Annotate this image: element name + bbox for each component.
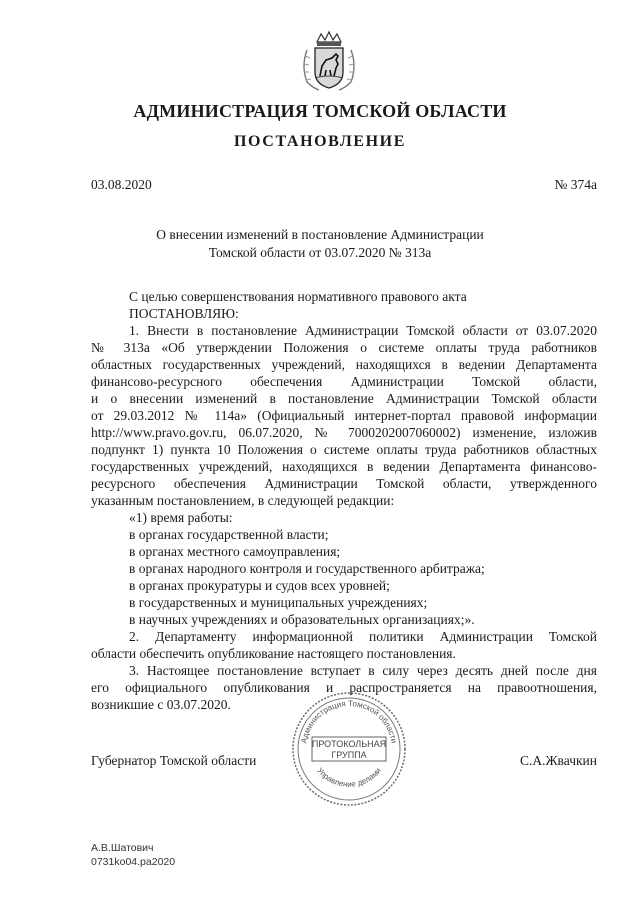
stamp-center-line: ПРОТОКОЛЬНАЯ	[311, 739, 387, 749]
official-stamp	[290, 690, 408, 808]
paragraph-1-line: областных государственных учреждений, находящихся в ведении Департамента	[91, 357, 597, 372]
paragraph-1-line: указанным постановлением, в следующей редакции:	[91, 493, 395, 508]
coat-of-arms-icon	[299, 30, 359, 94]
subject-line: О внесении изменений в постановление Администрации	[156, 227, 484, 242]
list-item: в органах местного самоуправления;	[129, 544, 341, 559]
subject-line: Томской области от 03.07.2020 № 313а	[208, 245, 432, 260]
document-date: 03.08.2020	[91, 177, 152, 192]
paragraph-3-line: 3. Настоящее постановление вступает в силу через десять дней после дня	[129, 663, 597, 678]
stamp-ring-text: Администрация Томской области	[299, 698, 399, 744]
paragraph-1-line: подпункт 1) пункта 10 Положения о системе оплаты труда работников областных	[91, 442, 597, 457]
paragraph-1-line: http://www.pravo.gov.ru, 06.07.2020, № 7000202007060002) изменение, изложив	[91, 425, 597, 440]
signer-position: Губернатор Томской области	[91, 753, 257, 768]
list-item: в органах прокуратуры и судов всех уровней;	[129, 578, 390, 593]
list-item: в научных учреждениях и образовательных организациях;».	[129, 612, 475, 627]
paragraph-1-line: и о внесении изменений в постановление Администрации Томской области	[91, 391, 597, 406]
paragraph-1-line: от 29.03.2012 № 114а» (Официальный интернет-портал правовой информации	[91, 408, 597, 423]
paragraph-1-line: № 313а «Об утверждении Положения о системе оплаты труда работников	[91, 340, 597, 355]
stamp-bottom-text: Управление делами	[315, 766, 383, 789]
document-number: № 374а	[554, 177, 597, 192]
document-subject	[0, 226, 640, 262]
paragraph-3-line: возникшие с 03.07.2020.	[91, 697, 231, 712]
paragraph-1-line: 1. Внести в постановление Администрации Томской области от 03.07.2020	[129, 323, 597, 338]
paragraph-1-line: финансово-ресурсного обеспечения Администрации Томской области,	[91, 374, 597, 389]
purpose-text: С целью совершенствования нормативного правового акта	[129, 289, 467, 304]
list-item: «1) время работы:	[129, 510, 233, 525]
list-item: в государственных и муниципальных учреждениях;	[129, 595, 428, 610]
paragraph-2-line: области обеспечить опубликование настоящего постановления.	[91, 646, 456, 661]
signer-name: С.А.Жвачкин	[519, 753, 597, 768]
paragraph-2-line: 2. Департаменту информационной политики Администрации Томской	[129, 629, 597, 644]
decree-word: ПОСТАНОВЛЯЮ:	[129, 306, 239, 321]
paragraph-1-line: ресурсного обеспечения Администрации Томской области, утвержденного	[91, 476, 597, 491]
footer-author: А.В.Шатович	[91, 842, 154, 854]
document-type: ПОСТАНОВЛЕНИЕ	[234, 133, 406, 150]
organization-title: АДМИНИСТРАЦИЯ ТОМСКОЙ ОБЛАСТИ	[133, 101, 507, 121]
paragraph-1-line: государственных учреждений, находящихся в ведении Департамента финансово-	[91, 459, 597, 474]
stamp-center-line: ГРУППА	[331, 750, 367, 760]
paragraph-3-line: его официального опубликования и распространяется на правоотношения,	[91, 680, 597, 695]
list-item: в органах государственной власти;	[129, 527, 329, 542]
list-item: в органах народного контроля и государственного арбитража;	[129, 561, 485, 576]
footer-code: 0731ko04.pa2020	[91, 856, 176, 868]
